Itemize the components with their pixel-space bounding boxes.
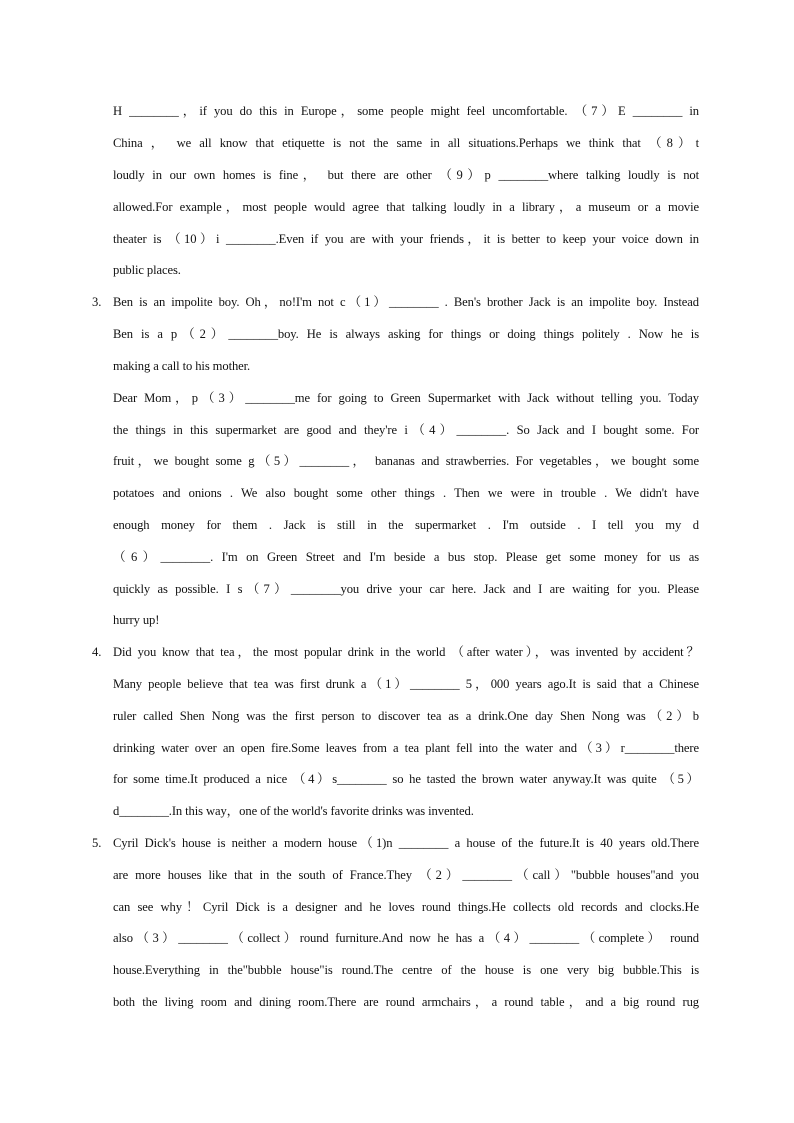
text-line: H ________，if you do this in Europe，some people might feel uncomfortable. （7）E ________ in	[113, 104, 699, 118]
text-line: drinking water over an open fire.Some leaves from a tea plant fell into the water and（3）r________there	[113, 741, 699, 755]
text-line: potatoes and onions . We also bought some other things . Then we were in trouble . We didn't have	[113, 486, 699, 500]
text-line: quickly as possible. I s（7）________you drive your car here. Jack and I are waiting for you. Please	[113, 582, 699, 596]
text-line: house.Everything in the"bubble house"is round.The centre of the house is one very big bubble.This is	[113, 963, 699, 977]
text-line: Did you know that tea，the most popular drink in the world （after water），was invented by accident？	[113, 645, 699, 659]
text-line: Cyril Dick's house is neither a modern house（1)n ________ a house of the future.It is 40 years old.There	[113, 836, 699, 850]
item-number: 5.	[92, 836, 102, 850]
text-line: Ben is a p（2）________boy. He is always asking for things or doing things politely . Now he is	[113, 327, 699, 341]
text-line: the things in this supermarket are good and they're i（4）________. So Jack and I bought some. For	[113, 423, 699, 437]
text-line: ruler called Shen Nong was the first person to discover tea as a drink.One day Shen Nong was（2）b	[113, 709, 699, 723]
text-line: also（3）________（collect）round furniture.And now he has a（4）________（complete） round	[113, 931, 699, 945]
text-line: fruit，we bought some g（5）________， bananas and strawberries. For vegetables，we bought some	[113, 454, 699, 468]
text-line: Many people believe that tea was first drunk a（1）________ 5，000 years ago.It is said that a Chinese	[113, 677, 699, 691]
item-number: 3.	[92, 295, 102, 309]
text-line: d________.In this way，one of the world's favorite drinks was invented.	[113, 804, 474, 818]
item-number: 4.	[92, 645, 102, 659]
text-line: enough money for them . Jack is still in the supermarket . I'm outside . I tell you my d	[113, 518, 699, 532]
text-line: public places.	[113, 263, 181, 277]
text-line: can see why！Cyril Dick is a designer and he loves round things.He collects old records and clocks.He	[113, 900, 699, 914]
text-line: Ben is an impolite boy. Oh，no!I'm not c（1）________ . Ben's brother Jack is an impolite boy. Instead	[113, 295, 699, 309]
text-line: loudly in our own homes is fine， but there are other （9）p ________where talking loudly is not	[113, 168, 699, 182]
text-line: China ， we all know that etiquette is not the same in all situations.Perhaps we think that （8）t	[113, 136, 699, 150]
text-line: theater is （10）i ________.Even if you are with your friends，it is better to keep your voice down in	[113, 232, 699, 246]
text-line: both the living room and dining room.There are round armchairs，a round table，and a big round rug	[113, 995, 699, 1009]
text-line: are more houses like that in the south of France.They （2）________（call）"bubble houses"and you	[113, 868, 699, 882]
text-line: making a call to his mother.	[113, 359, 251, 373]
text-line: （6）________. I'm on Green Street and I'm beside a bus stop. Please get some money for us as	[113, 550, 699, 564]
text-line: allowed.For example，most people would agree that talking loudly in a library，a museum or a movie	[113, 200, 699, 214]
text-line: hurry up!	[113, 613, 160, 627]
text-line: for some time.It produced a nice （4）s________ so he tasted the brown water anyway.It was quite （5）	[113, 772, 699, 786]
text-line: Dear Mom，p（3）________me for going to Green Supermarket with Jack without telling you. Today	[113, 391, 699, 405]
